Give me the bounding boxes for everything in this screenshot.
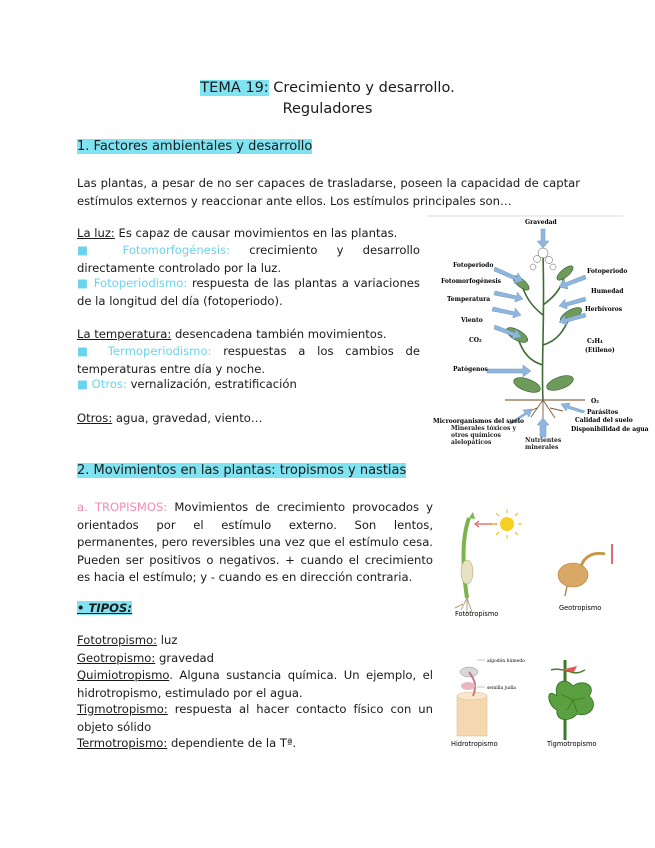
label-co2: CO₂ — [469, 337, 482, 344]
caption-hidrotropismo: Hidrotropismo — [451, 740, 498, 748]
otros-bullet-paragraph: ■ Otros: vernalización, estratificación — [77, 377, 297, 391]
label-fotorreceptor: Fotoperiodo — [587, 268, 628, 275]
label-temperatura: Temperatura — [447, 296, 491, 303]
tigmotropismo-illustration — [549, 660, 594, 740]
label-minerales: Minerales tóxicos y otros químicos alelopáticos — [451, 425, 516, 446]
item-quimiotropismo: Quimiotropismo. Alguna sustancia química. Un ejemplo, el hidrotropismo, estimulado por el agua. — [77, 668, 433, 700]
luz-paragraph: La luz: Es capaz de causar movimientos en las plantas. — [77, 226, 398, 240]
label-viento: Viento — [461, 317, 483, 324]
caption-tigmotropismo: Tigmotropismo — [547, 740, 597, 748]
label-parasitos: Parásitos — [587, 409, 619, 416]
label-disponibilidad: Disponibilidad de agua — [571, 426, 649, 433]
geotropismo-illustration — [558, 544, 612, 596]
temperatura-paragraph: La temperatura: desencadena también movimientos. — [77, 327, 387, 341]
label-fotoperiodo-left: Fotoperiodo — [453, 262, 494, 269]
label-semilla: semilla judía — [487, 686, 516, 691]
label-humedad: Humedad — [591, 288, 624, 295]
section1-heading: 1. Factores ambientales y desarrollo — [77, 139, 313, 154]
otros-paragraph: Otros: agua, gravedad, viento… — [77, 411, 263, 425]
hidrotropismo-illustration — [457, 660, 487, 736]
tipos-heading: • TIPOS: — [77, 601, 133, 615]
label-algodon: algodón húmedo — [487, 659, 525, 664]
fotomorfogenesis-paragraph: ■ Fotomorfogénesis: crecimiento y desarrollo directamente controlado por la luz. — [77, 243, 420, 275]
label-nutrientes: Nutrientes minerales — [525, 437, 562, 451]
label-fotomorfogenesis: Fotomorfogénesis — [441, 278, 502, 285]
fototropismo-illustration — [455, 509, 522, 614]
label-herbivoros: Herbívoros — [585, 306, 623, 313]
item-geotropismo: Geotropismo: gravedad — [77, 651, 215, 665]
label-etileno2: (Etileno) — [585, 347, 615, 354]
fotoperiodismo-paragraph: ■ Fotoperiodismo: respuesta de las plantas a variaciones de la longitud del día (fotoperiodo). — [77, 276, 420, 308]
label-o2: O₂ — [591, 398, 599, 405]
tema-label: TEMA 19: — [200, 80, 269, 96]
page-title — [0, 78, 655, 99]
label-calidad: Calidad del suelo — [575, 417, 633, 424]
caption-geotropismo: Geotropismo — [559, 604, 602, 612]
label-microorganismos: Microorganismos del suelo — [433, 418, 525, 425]
tropisms-figure — [445, 500, 625, 755]
label-gravedad: Gravedad — [525, 219, 557, 226]
tropismos-paragraph: a. TROPISMOS: Movimientos de crecimiento provocados y orientados por el estímulo externo. Son lentos, permanentes, pero reversibles una vez que el estímulo cesa. Pueden ser positivos o negativos. + cuando el crecimiento es hacia el estímulo; y - cuando es en dirección contraria. — [77, 500, 433, 584]
item-tigmotropismo: Tigmotropismo: respuesta al hacer contacto físico con un objeto sólido — [77, 702, 433, 734]
section1-intro: Las plantas, a pesar de no ser capaces de trasladarse, poseen la capacidad de captar estímulos externos y reaccionar ante ellos. Los estímulos principales son… — [77, 176, 580, 208]
section2-heading: 2. Movimientos en las plantas: tropismos y nastias — [77, 463, 407, 478]
item-fototropismo: Fototropismo: luz — [77, 633, 178, 647]
page-subtitle: Reguladores — [282, 101, 373, 117]
termoperiodismo-paragraph: ■ Termoperiodismo: respuestas a los cambios de temperaturas entre día y noche. — [77, 344, 420, 376]
label-etileno: C₂H₄ — [587, 338, 603, 345]
title-line1: Crecimiento y desarrollo. — [268, 80, 455, 96]
caption-fototropismo: Fototropismo — [455, 610, 499, 618]
label-patogenos: Patógenos — [453, 366, 488, 373]
item-termotropismo: Termotropismo: dependiente de la Tª. — [77, 736, 297, 750]
plant-factors-figure — [425, 215, 649, 451]
